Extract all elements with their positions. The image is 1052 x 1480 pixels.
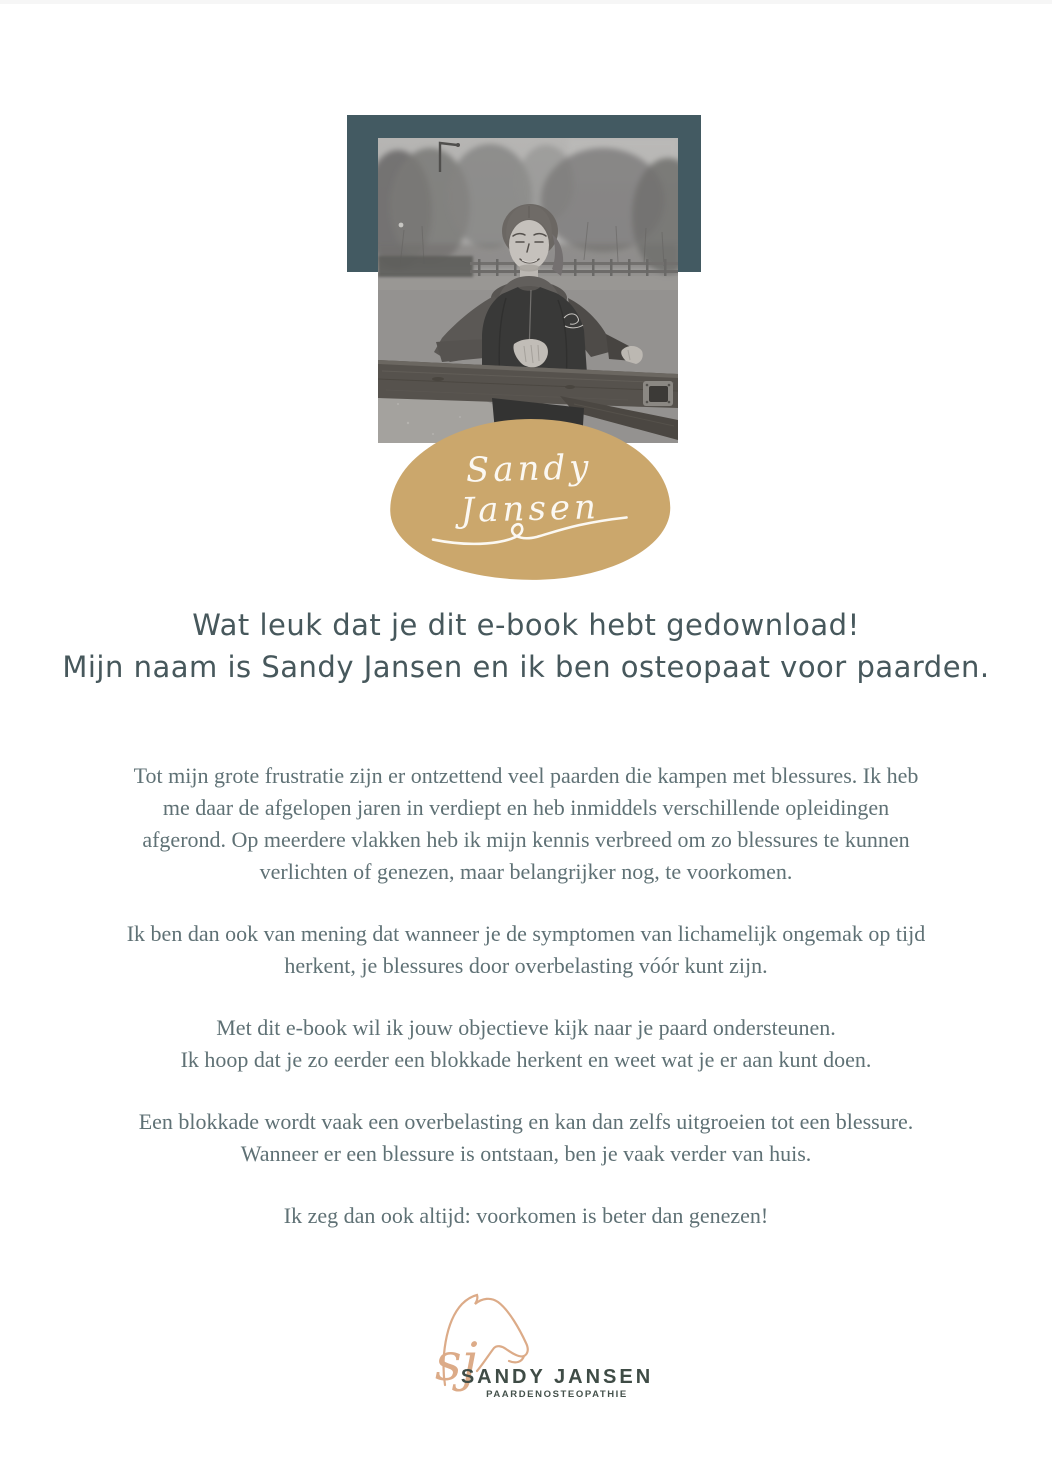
paragraph-5 [36, 1200, 1016, 1232]
paragraph-4 [36, 1106, 1016, 1170]
logo-name: SANDY JANSEN [460, 1366, 654, 1388]
intro-heading [0, 604, 1052, 688]
paragraph-1 [36, 760, 1016, 888]
signature-text: Sandy Jansen [460, 447, 601, 531]
heading-line-2: Mijn naam is Sandy Jansen en ik ben osteopaat voor paarden. [62, 650, 990, 684]
brand-logo [425, 1288, 685, 1413]
portrait-photo-illustration [378, 138, 678, 443]
portrait-photo [378, 138, 678, 443]
text-line: Tot mijn grote frustratie zijn er ontzettend veel paarden die kampen met blessures. Ik heb [133, 763, 919, 788]
paragraph-3 [36, 1012, 1016, 1076]
page-edge [0, 0, 1052, 4]
logo-initials: sj [435, 1333, 478, 1393]
text-line: Ik ben dan ook van mening dat wanneer je de symptomen van lichamelijk ongemak op tijd [126, 921, 926, 946]
text-line: Ik hoop dat je zo eerder een blokkade herkent en weet wat je er aan kunt doen. [180, 1047, 872, 1072]
body-text [36, 760, 1016, 1262]
text-line: me daar de afgelopen jaren in verdiept en heb inmiddels verschillende opleidingen [162, 795, 890, 820]
signature-flourish-icon [426, 502, 637, 557]
logo-subtitle: PAARDENOSTEOPATHIE [486, 1389, 628, 1400]
text-line: Ik zeg dan ook altijd: voorkomen is beter dan genezen! [283, 1203, 769, 1228]
text-line: Met dit e-book wil ik jouw objectieve kijk naar je paard ondersteunen. [216, 1015, 836, 1040]
text-line: verlichten of genezen, maar belangrijker nog, te voorkomen. [259, 859, 793, 884]
text-line: afgerond. Op meerdere vlakken heb ik mijn kennis verbreed om zo blessures te kunnen [142, 827, 910, 852]
text-line: herkent, je blessures door overbelasting vóór kunt zijn. [284, 953, 768, 978]
text-line: Wanneer er een blessure is ontstaan, ben je vaak verder van huis. [240, 1141, 812, 1166]
heading-line-1: Wat leuk dat je dit e-book hebt gedownload! [192, 608, 860, 642]
paragraph-2 [36, 918, 1016, 982]
text-line: Een blokkade wordt vaak een overbelasting en kan dan zelfs uitgroeien tot een blessure. [138, 1109, 914, 1134]
